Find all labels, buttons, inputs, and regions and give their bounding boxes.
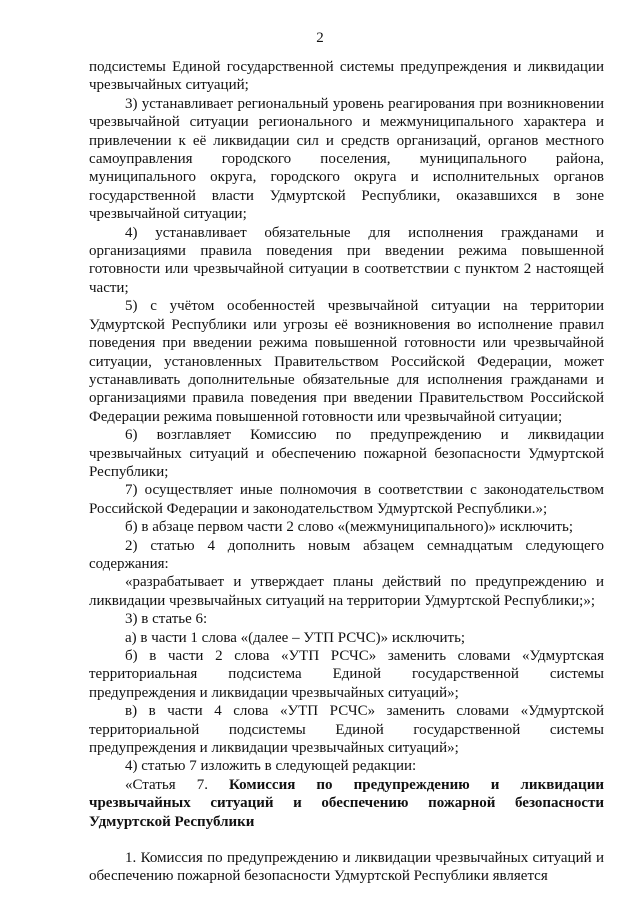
paragraph-item-7: 7) осуществляет иные полномочия в соответствии с законодательством Российской Федерации и законодательством Удмуртской Республики.»; xyxy=(89,482,604,517)
article-heading-title: Комиссия по предупреждению и ликвидации чрезвычайных ситуаций и обеспечению пожарной безопасности Удмуртской Республики xyxy=(89,776,604,830)
paragraph-sub-b-part2: б) в части 2 слова «УТП РСЧС» заменить словами «Удмуртская территориальная подсистема Единой государственной системы предупреждения и ликвидации чрезвычайных ситуаций»; xyxy=(89,648,604,701)
paragraph-sub-b: б) в абзаце первом части 2 слово «(межмуниципального)» исключить; xyxy=(125,519,573,536)
document-body xyxy=(89,58,604,886)
paragraph-article-7-part-1: 1. Комиссия по предупреждению и ликвидации чрезвычайных ситуаций и обеспечению пожарной безопасности Удмуртской Республики является xyxy=(89,850,604,885)
paragraph-amend-4: 4) статью 7 изложить в следующей редакции: xyxy=(125,758,417,775)
paragraph-item-6: 6) возглавляет Комиссию по предупреждению и ликвидации чрезвычайных ситуаций и обеспечению пожарной безопасности Удмуртской Республики; xyxy=(89,427,604,480)
paragraph-item-3: 3) устанавливает региональный уровень реагирования при возникновении чрезвычайной ситуации регионального и межмуниципального характера и привлечении к её ликвидации сил и средств организаций, органов местного самоуправления городского поселения, муниципального района, муниципального округа, городского округа и исполнительных органов государственной власти Удмуртской Республики, оказавшихся в зоне чрезвычайной ситуации; xyxy=(89,95,604,223)
paragraph-item-4: 4) устанавливает обязательные для исполнения гражданами и организациями правила поведения при введении режима повышенной готовности или чрезвычайной ситуации в соответствии с пунктом 2 настоящей части; xyxy=(89,224,604,296)
paragraph-amend-3: 3) в статье 6: xyxy=(125,611,208,628)
article-heading xyxy=(89,776,604,831)
paragraph-amend-2: 2) статью 4 дополнить новым абзацем семнадцатым следующего содержания: xyxy=(89,537,604,572)
paragraph-item-5: 5) с учётом особенностей чрезвычайной ситуации на территории Удмуртской Республики или угрозы её возникновения во исполнение правил поведения при введении режима повышенной готовности или чрезвычайной ситуации, установленных Правительством Российской Федерации, может устанавливать дополнительные обязательные для исполнения гражданами и организациями правила поведения при введении Правительством Российской Федерации режима повышенной готовности или чрезвычайной ситуации; xyxy=(89,298,604,425)
paragraph-sub-a: а) в части 1 слова «(далее – УТП РСЧС)» исключить; xyxy=(125,629,466,646)
article-heading-prefix: «Статья 7. xyxy=(125,776,208,793)
page-number: 2 xyxy=(316,30,324,46)
paragraph-quote: «разрабатывает и утверждает планы действий по предупреждению и ликвидации чрезвычайных ситуаций на территории Удмуртской Республики;»; xyxy=(89,574,604,609)
paragraph-sub-v-part4: в) в части 4 слова «УТП РСЧС» заменить словами «Удмуртской территориальной подсистемы Единой государственной системы предупреждения и ликвидации чрезвычайных ситуаций»; xyxy=(89,703,604,757)
paragraph-continuation: подсистемы Единой государственной системы предупреждения и ликвидации чрезвычайных ситуаций; xyxy=(89,59,604,94)
paragraph-gap xyxy=(89,831,604,849)
